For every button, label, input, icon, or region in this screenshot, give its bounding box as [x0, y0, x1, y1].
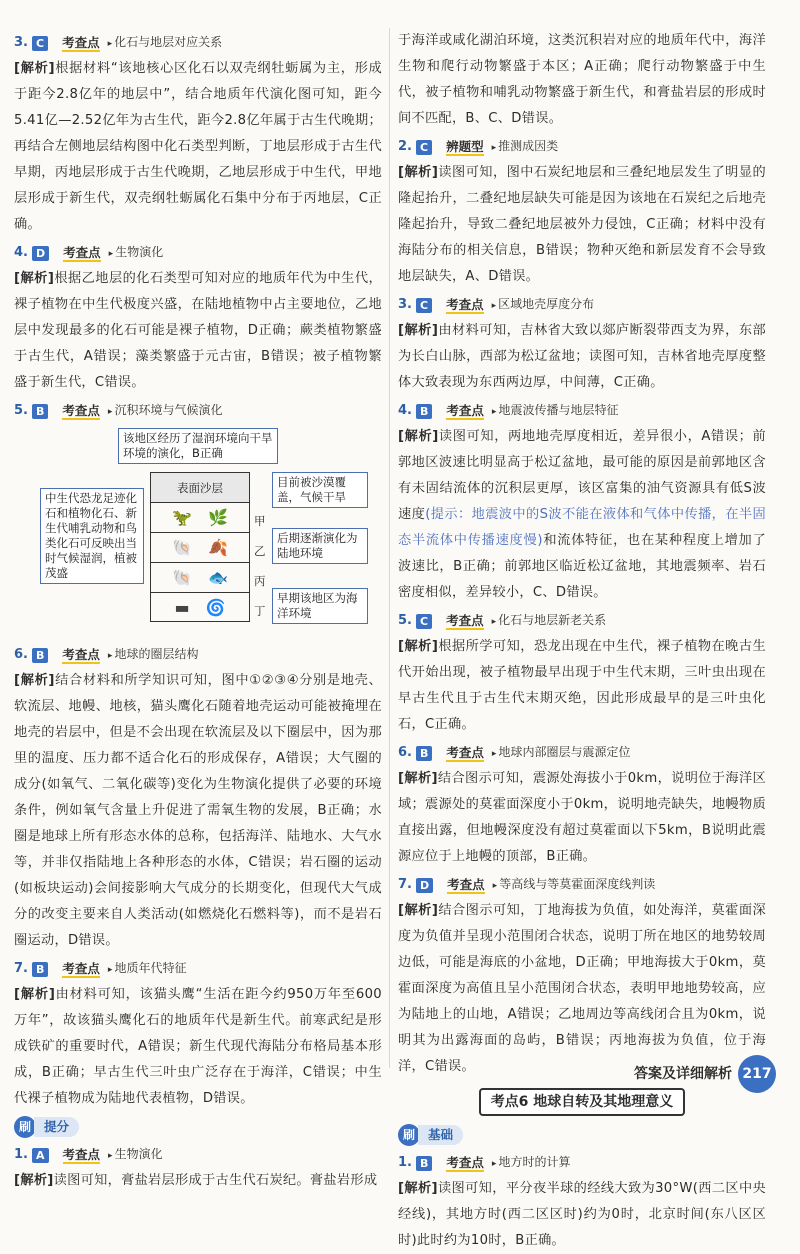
question-number: 1. [14, 1147, 28, 1162]
question-number: 4. [14, 245, 28, 260]
topic-text: ▸ 生物演化 [108, 245, 164, 259]
diagram-note-r2: 后期逐渐演化为陆地环境 [272, 528, 368, 564]
analysis-paragraph: [解析]根据乙地层的化石类型可知对应的地质年代为中生代，裸子植物在中生代极度兴盛，在陆地植物中占主要地位，乙地层中发现最多的化石可能是裸子植物，D正确；蕨类植物繁盛于古生代，A错误；藻类繁盛于元古宙，B错误；被子植物繁盛于新生代，C错误。 [14, 271, 382, 390]
column-divider [389, 28, 390, 1068]
topic-text: ▸ 地方时的计算 [491, 1155, 571, 1169]
leaf-icon: 🍂 [208, 537, 228, 557]
layer-bing-fossils [151, 563, 249, 593]
arrow-icon: ▸ [108, 249, 114, 259]
trilobite-icon: ▬ [174, 598, 190, 617]
arrow-icon: ▸ [491, 143, 497, 153]
answer-badge: B [32, 404, 48, 419]
layer-yi-fossils [151, 533, 249, 563]
topic-text: ▸ 地球内部圈层与震源定位 [491, 745, 631, 759]
answer-badge: B [416, 1156, 432, 1171]
topic-text: ▸ 化石与地层新老关系 [491, 613, 607, 627]
diagram-note-r1: 目前被沙漠覆盖，气候干旱 [272, 472, 368, 508]
left-column [14, 28, 382, 1194]
layer-jia-fossils [151, 503, 249, 533]
topic-tag: 考查点 [446, 744, 484, 760]
analysis-paragraph: [解析]结合图示可知，震源处海拔小于0km，说明位于海洋区域；震源处的莫霍面深度小于0km，说明地壳缺失，地幔物质直接出露，但地幔深度没有超过莫霍面以下5km，B说明此震源应位于上地幔的顶部，B正确。 [398, 771, 766, 864]
answer-badge: C [32, 36, 48, 51]
topic-tag: 考查点 [62, 960, 100, 976]
brush-icon: 刷 [398, 1124, 420, 1146]
brush-icon: 刷 [14, 1116, 36, 1138]
answer-badge: C [416, 614, 432, 629]
question-header [14, 642, 382, 668]
layer-label: 乙 [254, 544, 266, 558]
page-number: 217 [738, 1055, 776, 1093]
answer-badge: C [416, 298, 432, 313]
answer-badge: A [32, 1148, 49, 1163]
answer-badge: B [32, 962, 48, 977]
question-header [398, 292, 766, 318]
question-header [14, 956, 382, 982]
analysis-paragraph: [解析]读图可知，两地地壳厚度相近，差异很小，A错误；前郭地区波速比明显高于松辽盆地，最可能的原因是前郭地区含有未固结流体的沉积层更厚，该区富集的油气资源具有低S波速度(提示：地震波中的S波不能在液体和气体中传播，在半固态半流体中传播速度慢)和流体特征，也在某种程度上增加了波速比，B正确；前郭地区临近松辽盆地，其地震频率、岩石密度相似，差异较小，C、D错误。 [398, 429, 766, 600]
topic-tag: 考查点 [446, 612, 484, 628]
topic-text: ▸ 生物演化 [108, 1147, 163, 1161]
analysis-paragraph: [解析]结合图示可知，丁地海拔为负值，如处海洋，莫霍面深度为负值并呈现小范围闭合状态，说明丁所在地区的地势较周边低，可能是海底的小盆地，D正确；甲地海拔大于0km，莫霍面深度为高值且呈小范围闭合状态，表明甲地地势较高，应为陆地上的山地，A错误；乙地周边等高线闭合且为0km，说明其为出露海面的岛屿，B错误；丙地海拔为负值，位于海洋，C错误。 [398, 903, 766, 1074]
ammonite-icon: 🌀 [205, 598, 226, 617]
analysis-paragraph: [解析]由材料可知，该猫头鹰“生活在距今约950万年至600万年”，故该猫头鹰化石的地质年代是新生代。前寒武纪是形成铁矿的重要时代，A错误；新生代现代海陆分布格局基本形成，B正确；早古生代三叶虫广泛存在于海洋，C错误；中生代裸子植物成为陆地代表植物，D错误。 [14, 987, 382, 1106]
tier-label: 提分 [34, 1117, 79, 1137]
tier-label: 基础 [418, 1125, 463, 1145]
topic-text: ▸ 推测成因类 [491, 139, 559, 153]
question-number: 7. [14, 961, 28, 976]
leaf-icon: 🌿 [208, 507, 228, 527]
topic-text: ▸ 化石与地层对应关系 [107, 35, 223, 49]
question-header [398, 872, 766, 898]
topic-text: ▸ 等高线与等莫霍面深度线判读 [492, 877, 656, 891]
question-header [398, 740, 766, 766]
answer-badge: D [416, 878, 433, 893]
answer-badge: C [416, 140, 432, 155]
answer-badge: B [416, 404, 432, 419]
shell-icon: 🐚 [172, 567, 192, 587]
question-number: 4. [398, 403, 412, 418]
question-header [14, 30, 382, 56]
diagram-note-left: 中生代恐龙足迹化石和植物化石、新生代哺乳动物和鸟类化石可反映出当时气候湿润，植被茂盛 [40, 488, 144, 584]
analysis-paragraph: [解析]根据材料“该地核心区化石以双壳纲牡蛎属为主，形成于距今2.8亿年的地层中”，结合地质年代演化图可知，距今5.41亿—2.52亿年为古生代，距今2.8亿年属于古生代晚期；再结合左侧地层结构图中化石类型判断，丁地层形成于古生代早期，丙地层形成于古生代晚期，乙地层形成于中生代，甲地层形成于新生代，双壳纲牡蛎属化石集中分布于丙地层，C正确。 [14, 61, 382, 232]
question-header [398, 134, 766, 160]
question-header [398, 398, 766, 424]
topic-tag: 考查点 [446, 1154, 484, 1170]
topic-tag: 考查点 [62, 646, 100, 662]
topic-tag: 考查点 [62, 34, 100, 50]
topic-text: ▸ 区域地壳厚度分布 [491, 297, 595, 311]
surface-layer: 表面沙层 [151, 473, 249, 503]
topic-text: ▸ 地球的圈层结构 [107, 647, 199, 661]
question-header [398, 608, 766, 634]
dinosaur-icon: 🦖 [172, 507, 192, 527]
question-number: 6. [14, 647, 28, 662]
analysis-paragraph: [解析]读图可知，平分夜半球的经线大致为30°W(西二区中央经线)，其地方时(西二区区时)约为0时，北京时间(东八区区时)此时约为10时，B正确。 [398, 1181, 766, 1248]
topic-text: ▸ 沉积环境与气候演化 [107, 403, 223, 417]
question-number: 3. [398, 297, 412, 312]
question-number: 1. [398, 1155, 412, 1170]
layer-label: 甲 [254, 514, 266, 528]
arrow-icon: ▸ [491, 407, 497, 417]
arrow-icon: ▸ [107, 965, 113, 975]
layer-ding-fossils [151, 593, 249, 623]
answer-badge: D [32, 246, 49, 261]
tier-header [398, 1124, 766, 1146]
question-header [398, 1150, 766, 1176]
analysis-paragraph: [解析]结合材料和所学知识可知，图中①②③④分别是地壳、软流层、地幔、地核，猫头鹰化石随着地壳运动可能被掩埋在地壳的岩层中，但是不会出现在软流层及以下圈层中，因为那里的温度、压力都不适合化石的形成保存，A错误；大气圈的成分(如氧气、二氧化碳等)变化为生物演化提供了必要的环境条件，例如氧气含量上升促进了需氧生物的发展，B正确；水圈是地球上所有形态水体的总称，包括海洋、陆地水、大气水等，并非仅指陆地上各种形态的水体，C错误；岩石圈的运动(如板块运动)会间接影响大气成分的长期变化，但现代大气成分的改变主要来自人类活动(如燃烧化石燃料等)，而不是岩石圈运动，D错误。 [14, 673, 382, 948]
question-header [14, 240, 382, 266]
analysis-paragraph: [解析]读图可知，图中石炭纪地层和三叠纪地层发生了明显的隆起抬升，二叠纪地层缺失可能是因为该地在石炭纪之后地壳隆起抬升，导致二叠纪地层被外力侵蚀，C正确；材料中没有海陆分布的相关信息，B错误；物种灭绝和新层发育不会导致地层缺失，A、D错误。 [398, 165, 766, 284]
topic-tag: 考查点 [63, 244, 101, 260]
question-number: 7. [398, 877, 412, 892]
footer-title: 答案及详细解析 [634, 1066, 732, 1082]
strata-column [150, 472, 250, 622]
section-title: 考点6 地球自转及其地理意义 [398, 1088, 766, 1116]
tier-header [14, 1116, 382, 1138]
question-number: 6. [398, 745, 412, 760]
diagram-note-r3: 早期该地区为海洋环境 [272, 588, 368, 624]
strata-diagram [40, 428, 370, 638]
question-header [14, 398, 382, 424]
question-number: 5. [398, 613, 412, 628]
analysis-paragraph: [解析]根据所学可知，恐龙出现在中生代，裸子植物在晚古生代开始出现，被子植物最早出现于中生代末期，三叶虫出现在早古生代且于古生代末期灭绝，因此形成最早的是三叶虫化石，C正确。 [398, 639, 766, 732]
layer-label: 丙 [254, 574, 266, 588]
topic-text: ▸ 地震波传播与地层特征 [491, 403, 619, 417]
topic-tag: 考查点 [62, 402, 100, 418]
question-number: 2. [398, 139, 412, 154]
analysis-paragraph-continued: 于海洋或咸化湖泊环境，这类沉积岩对应的地质年代中，海洋生物和爬行动物繁盛于本区；A正确；爬行动物繁盛于中生代，被子植物和哺乳动物繁盛于新生代，和膏盐岩层的形成时间不匹配，B、C、D错误。 [398, 33, 766, 126]
arrow-icon: ▸ [491, 1159, 497, 1169]
topic-tag: 辨题型 [446, 138, 484, 154]
analysis-paragraph: [解析]读图可知，膏盐岩层形成于古生代石炭纪。膏盐岩形成 [14, 1173, 378, 1188]
fish-icon: 🐟 [208, 567, 228, 587]
layer-label: 丁 [254, 604, 266, 618]
analysis-paragraph: [解析]由材料可知，吉林省大致以郯庐断裂带西支为界，东部为长白山脉，西部为松辽盆地；读图可知，吉林省地壳厚度整体大致表现为东西两边厚，中间薄，C正确。 [398, 323, 766, 390]
question-number: 3. [14, 35, 28, 50]
answer-badge: B [416, 746, 432, 761]
arrow-icon: ▸ [491, 749, 497, 759]
arrow-icon: ▸ [108, 1151, 113, 1161]
question-number: 5. [14, 403, 28, 418]
topic-tag: 考查点 [446, 402, 484, 418]
arrow-icon: ▸ [107, 407, 113, 417]
page-footer [634, 1055, 776, 1093]
arrow-icon: ▸ [492, 881, 498, 891]
hint-text: (提示：地震波中的S波不能在液体和气体中传播，在半固态半流体中传播速度慢) [398, 507, 766, 548]
arrow-icon: ▸ [491, 617, 497, 627]
arrow-icon: ▸ [107, 651, 113, 661]
topic-tag: 考查点 [62, 1146, 101, 1162]
shell-icon: 🐚 [172, 537, 192, 557]
diagram-note-top: 该地区经历了湿润环境向干旱环境的演化，B正确 [118, 428, 278, 464]
arrow-icon: ▸ [107, 39, 113, 49]
question-header [14, 1142, 382, 1168]
answer-badge: B [32, 648, 48, 663]
arrow-icon: ▸ [491, 301, 497, 311]
topic-tag: 考查点 [446, 296, 484, 312]
topic-text: ▸ 地质年代特征 [107, 961, 187, 975]
topic-tag: 考查点 [447, 876, 485, 892]
